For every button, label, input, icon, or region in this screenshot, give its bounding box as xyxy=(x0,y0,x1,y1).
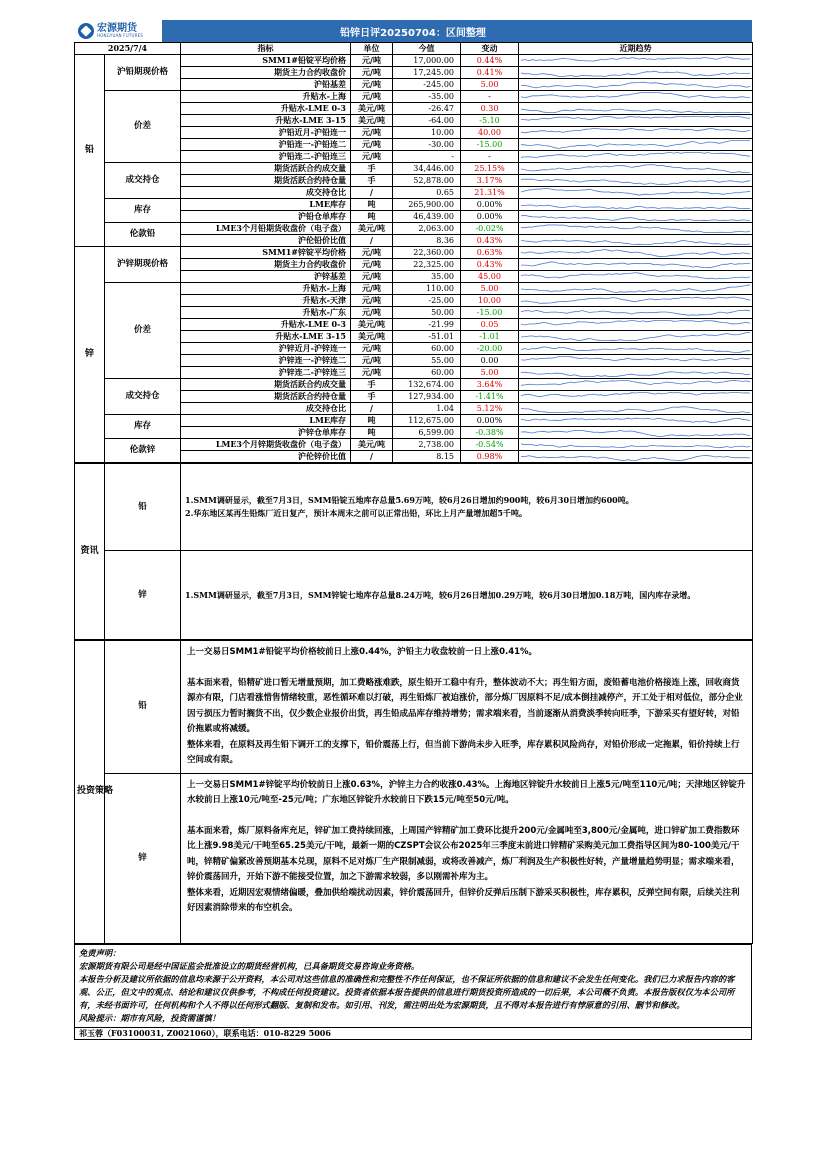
group-label: 伦款铅 xyxy=(105,223,181,247)
indicator-cell: LME库存 xyxy=(181,199,351,211)
trend-sparkline xyxy=(519,199,752,210)
table-row xyxy=(75,55,753,67)
indicator-cell: 升贴水-LME 0-3 xyxy=(181,103,351,115)
disclaimer-text: 宏源期货有限公司是经中国证监会批准设立的期货经营机构，已具备期货交易咨询业务资格。 本报告分析及建议所依据的信息均来源于公开资料，本公司对这些信息的准确性和完整性不作任何保证，也不保证所依据的信息和建议不会发生任何变化。我们已力求报告内容的客观、公正，但文中的观点、结论和建议仅供参考，不构成任何投资建议。投资者依据本报告提供的信息进行期货投资所造成的一切后果，本公司概不负责。本报告版权仅为本公司所有，未经书面许可，任何机构和个人不得以任何形式翻版、复制和发布。如引用、刊发，需注明出处为宏源期货，且不得对本报告进行有悖原意的引用、删节和修改。 风险提示：期市有风险，投资需谨慎！ xyxy=(79,960,735,1023)
value-cell: 60.00 xyxy=(393,367,461,379)
unit-cell: 元/吨 xyxy=(351,283,393,295)
title-bar xyxy=(74,20,752,42)
trend-sparkline xyxy=(519,139,752,150)
unit-cell: 元/吨 xyxy=(351,367,393,379)
change-cell: 0.43% xyxy=(461,259,519,271)
indicator-cell: 期货主力合约收盘价 xyxy=(181,67,351,79)
unit-cell: 元/吨 xyxy=(351,127,393,139)
value-cell: -64.00 xyxy=(393,115,461,127)
change-cell: 40.00 xyxy=(461,127,519,139)
value-cell: 127,934.00 xyxy=(393,391,461,403)
disclaimer xyxy=(75,944,752,1027)
metal-label: 锌 xyxy=(75,247,105,463)
trend-sparkline xyxy=(519,295,752,306)
trend-cell xyxy=(519,451,753,463)
table-row xyxy=(75,415,753,427)
indicator-cell: 期货活跃合约成交量 xyxy=(181,163,351,175)
trend-cell xyxy=(519,127,753,139)
table-row xyxy=(75,223,753,235)
data-table xyxy=(74,42,753,463)
value-cell: 8.36 xyxy=(393,235,461,247)
table-row xyxy=(75,439,753,451)
unit-cell: 元/吨 xyxy=(351,55,393,67)
trend-sparkline xyxy=(519,67,752,78)
strategy-zinc-para: 上一交易日SMM1#锌锭平均价较前日上涨0.63%，沪锌主力合约收涨0.43%。上海地区锌锭升水较前日上涨5元/吨至110元/吨；天津地区锌锭升水较前日上涨10元/吨至-25元/吨；广东地区锌锭升水较前日下跌15元/吨至50元/吨。 xyxy=(187,779,746,805)
value-header: 今值 xyxy=(393,43,461,55)
trend-cell xyxy=(519,187,753,199)
news-zinc-text xyxy=(181,551,753,640)
indicator-cell: 沪铅基差 xyxy=(181,79,351,91)
indicator-cell: 期货活跃合约持仓量 xyxy=(181,175,351,187)
company-logo xyxy=(74,20,162,42)
value-cell: 2,738.00 xyxy=(393,439,461,451)
value-cell: 6,599.00 xyxy=(393,427,461,439)
indicator-cell: 沪锌连一-沪锌连二 xyxy=(181,355,351,367)
trend-cell xyxy=(519,55,753,67)
change-cell: 0.63% xyxy=(461,247,519,259)
trend-cell xyxy=(519,67,753,79)
trend-sparkline xyxy=(519,55,752,66)
trend-cell xyxy=(519,427,753,439)
value-cell: -26.47 xyxy=(393,103,461,115)
change-cell: -1.01 xyxy=(461,331,519,343)
value-cell: - xyxy=(393,151,461,163)
logo-cn: 宏源期货 xyxy=(97,23,137,34)
change-cell: -0.02% xyxy=(461,223,519,235)
change-cell: 0.44% xyxy=(461,55,519,67)
trend-cell xyxy=(519,379,753,391)
trend-sparkline xyxy=(519,391,752,402)
trend-sparkline xyxy=(519,331,752,342)
indicator-cell: 升贴水-广东 xyxy=(181,307,351,319)
trend-sparkline xyxy=(519,403,752,414)
value-cell: -30.00 xyxy=(393,139,461,151)
contact-info: 祁玉蓉（F03100031, Z0021060），联系电话：010-8229 5006 xyxy=(75,1027,752,1039)
trend-cell xyxy=(519,79,753,91)
indicator-cell: 沪锌仓单库存 xyxy=(181,427,351,439)
trend-cell xyxy=(519,283,753,295)
change-cell: -20.00 xyxy=(461,343,519,355)
trend-cell xyxy=(519,103,753,115)
change-cell: - xyxy=(461,151,519,163)
unit-cell: 美元/吨 xyxy=(351,439,393,451)
unit-cell: 元/吨 xyxy=(351,247,393,259)
change-cell: 3.64% xyxy=(461,379,519,391)
indicator-cell: 成交持仓比 xyxy=(181,403,351,415)
trend-cell xyxy=(519,295,753,307)
value-cell: 22,325.00 xyxy=(393,259,461,271)
change-cell: 5.00 xyxy=(461,79,519,91)
unit-cell: 手 xyxy=(351,163,393,175)
trend-cell xyxy=(519,235,753,247)
trend-sparkline xyxy=(519,115,752,126)
value-cell: 110.00 xyxy=(393,283,461,295)
change-cell: 0.41% xyxy=(461,67,519,79)
value-cell: 112,675.00 xyxy=(393,415,461,427)
disclaimer-table xyxy=(74,944,752,1040)
trend-sparkline xyxy=(519,127,752,138)
indicator-cell: LME库存 xyxy=(181,415,351,427)
unit-cell: 美元/吨 xyxy=(351,331,393,343)
indicator-cell: LME3个月铅期货收盘价（电子盘） xyxy=(181,223,351,235)
unit-cell: 美元/吨 xyxy=(351,115,393,127)
trend-sparkline xyxy=(519,271,752,282)
change-cell: 3.17% xyxy=(461,175,519,187)
indicator-cell: 沪伦铅价比值 xyxy=(181,235,351,247)
change-cell: 0.00% xyxy=(461,211,519,223)
change-cell: 5.00 xyxy=(461,283,519,295)
unit-cell: / xyxy=(351,403,393,415)
unit-cell: 元/吨 xyxy=(351,139,393,151)
trend-cell xyxy=(519,211,753,223)
change-cell: 0.98% xyxy=(461,451,519,463)
indicator-cell: 沪锌连二-沪锌连三 xyxy=(181,367,351,379)
change-cell: -0.54% xyxy=(461,439,519,451)
value-cell: 17,245.00 xyxy=(393,67,461,79)
unit-cell: 吨 xyxy=(351,211,393,223)
unit-cell: 元/吨 xyxy=(351,343,393,355)
table-row xyxy=(75,247,753,259)
indicator-cell: SMM1#锌锭平均价格 xyxy=(181,247,351,259)
group-label: 成交持仓 xyxy=(105,163,181,199)
change-cell: -15.00 xyxy=(461,307,519,319)
change-cell: -1.41% xyxy=(461,391,519,403)
value-cell: 52,878.00 xyxy=(393,175,461,187)
trend-sparkline xyxy=(519,163,752,174)
value-cell: 8.15 xyxy=(393,451,461,463)
unit-cell: / xyxy=(351,187,393,199)
indicator-cell: 沪铅连一-沪铅连二 xyxy=(181,139,351,151)
change-cell: 0.43% xyxy=(461,235,519,247)
value-cell: 17,000.00 xyxy=(393,55,461,67)
change-cell: 45.00 xyxy=(461,271,519,283)
trend-sparkline xyxy=(519,235,752,246)
group-label: 库存 xyxy=(105,199,181,223)
trend-sparkline xyxy=(519,367,752,378)
value-cell: 265,900.00 xyxy=(393,199,461,211)
value-cell: 1.04 xyxy=(393,403,461,415)
unit-cell: 吨 xyxy=(351,427,393,439)
change-cell: 0.00% xyxy=(461,199,519,211)
indicator-header: 指标 xyxy=(181,43,351,55)
trend-sparkline xyxy=(519,343,752,354)
news-lead-text xyxy=(181,464,753,551)
table-row xyxy=(75,91,753,103)
value-cell: -51.01 xyxy=(393,331,461,343)
value-cell: 34,446.00 xyxy=(393,163,461,175)
indicator-cell: SMM1#铅锭平均价格 xyxy=(181,55,351,67)
news-lead-label: 铅 xyxy=(105,464,181,551)
indicator-cell: 成交持仓比 xyxy=(181,187,351,199)
unit-cell: 美元/吨 xyxy=(351,319,393,331)
report-page xyxy=(74,20,752,1040)
unit-cell: 手 xyxy=(351,379,393,391)
value-cell: 46,439.00 xyxy=(393,211,461,223)
trend-sparkline xyxy=(519,151,752,162)
indicator-cell: 沪铅近月-沪铅连一 xyxy=(181,127,351,139)
trend-cell xyxy=(519,151,753,163)
strategy-zinc-text xyxy=(181,773,753,943)
unit-cell: 手 xyxy=(351,175,393,187)
trend-cell xyxy=(519,415,753,427)
trend-cell xyxy=(519,175,753,187)
change-cell: 0.00% xyxy=(461,415,519,427)
value-cell: 22,360.00 xyxy=(393,247,461,259)
trend-cell xyxy=(519,319,753,331)
trend-sparkline xyxy=(519,187,752,198)
value-cell: 0.65 xyxy=(393,187,461,199)
table-row xyxy=(75,283,753,295)
trend-sparkline xyxy=(519,379,752,390)
unit-cell: 元/吨 xyxy=(351,295,393,307)
trend-cell xyxy=(519,199,753,211)
unit-cell: 吨 xyxy=(351,199,393,211)
news-label: 资讯 xyxy=(75,464,105,640)
group-label: 沪铅期现价格 xyxy=(105,55,181,91)
news-table xyxy=(74,463,753,640)
indicator-cell: 期货活跃合约持仓量 xyxy=(181,391,351,403)
strategy-lead-label: 铅 xyxy=(105,641,181,774)
strategy-lead-para: 上一交易日SMM1#铅锭平均价格较前日上涨0.44%，沪铅主力收盘较前一日上涨0.41%。 xyxy=(187,647,538,657)
trend-sparkline xyxy=(519,355,752,366)
trend-sparkline xyxy=(519,223,752,234)
trend-cell xyxy=(519,391,753,403)
value-cell: 132,674.00 xyxy=(393,379,461,391)
trend-cell xyxy=(519,307,753,319)
value-cell: 60.00 xyxy=(393,343,461,355)
trend-sparkline xyxy=(519,319,752,330)
group-label: 价差 xyxy=(105,91,181,163)
trend-cell xyxy=(519,355,753,367)
unit-cell: 元/吨 xyxy=(351,91,393,103)
group-label: 伦款锌 xyxy=(105,439,181,463)
indicator-cell: 沪锌基差 xyxy=(181,271,351,283)
change-cell: 10.00 xyxy=(461,295,519,307)
group-label: 价差 xyxy=(105,283,181,379)
change-header: 变动 xyxy=(461,43,519,55)
unit-cell: / xyxy=(351,451,393,463)
trend-sparkline xyxy=(519,211,752,222)
news-lead-line: 2.华东地区某再生铅炼厂近日复产，预计本周末之前可以正常出铅，环比上月产量增加超5千吨。 xyxy=(185,508,527,518)
trend-cell xyxy=(519,367,753,379)
change-cell: - xyxy=(461,91,519,103)
trend-cell xyxy=(519,223,753,235)
trend-cell xyxy=(519,115,753,127)
news-zinc-label: 锌 xyxy=(105,551,181,640)
table-row xyxy=(75,163,753,175)
trend-sparkline xyxy=(519,103,752,114)
unit-cell: 元/吨 xyxy=(351,67,393,79)
metal-label: 铅 xyxy=(75,55,105,247)
strategy-table xyxy=(74,640,753,944)
change-cell: 25.15% xyxy=(461,163,519,175)
report-title: 铅锌日评20250704：区间整理 xyxy=(340,27,486,39)
trend-sparkline xyxy=(519,91,752,102)
unit-header: 单位 xyxy=(351,43,393,55)
value-cell: -21.99 xyxy=(393,319,461,331)
trend-sparkline xyxy=(519,307,752,318)
indicator-cell: 升贴水-上海 xyxy=(181,91,351,103)
value-cell: 2,063.00 xyxy=(393,223,461,235)
table-row xyxy=(75,199,753,211)
trend-sparkline xyxy=(519,175,752,186)
date-header: 2025/7/4 xyxy=(75,43,181,55)
strategy-lead-text xyxy=(181,641,753,774)
unit-cell: 元/吨 xyxy=(351,259,393,271)
trend-sparkline xyxy=(519,415,752,426)
value-cell: -245.00 xyxy=(393,79,461,91)
value-cell: 55.00 xyxy=(393,355,461,367)
indicator-cell: 期货活跃合约成交量 xyxy=(181,379,351,391)
change-cell: 0.00 xyxy=(461,355,519,367)
strategy-lead-para: 基本面来看，铅精矿进口暂无增量预期，加工费略涨难跌，原生铅开工稳中有升，整体波动不大；再生铅方面，废铅蓄电池价格接连上涨，回收商货源亦有限，门店看涨惜售情绪较重，恶性循环难以打破，再生铅炼厂被迫涨价，部分炼厂因原料不足/成本倒挂减停产，开工处于相对低位，部分企业因亏损压力暂时搁货不出，仅少数企业报价出货，再生铅成品库存维持增势；需求端来看，当前逐渐从消费淡季转向旺季，下游采买有望好转，对铅价拖累或将减缓。 整体来看，在原料及再生铅下调开工的支撑下，铅价震荡上行，但当前下游尚未步入旺季，库存累积风险尚存，对铅价形成一定拖累，铅价持续上行空间或有限。 xyxy=(187,677,743,765)
trend-sparkline xyxy=(519,427,752,438)
unit-cell: 手 xyxy=(351,391,393,403)
trend-cell xyxy=(519,439,753,451)
indicator-cell: 升贴水-LME 3-15 xyxy=(181,331,351,343)
trend-cell xyxy=(519,139,753,151)
news-zinc-line: 1.SMM调研显示，截至7月3日，SMM锌锭七地库存总量8.24万吨，较6月26日增加0.29万吨，较6月30日增加0.18万吨，国内库存录增。 xyxy=(185,589,696,600)
group-label: 成交持仓 xyxy=(105,379,181,415)
change-cell: 0.05 xyxy=(461,319,519,331)
indicator-cell: 沪伦锌价比值 xyxy=(181,451,351,463)
trend-cell xyxy=(519,163,753,175)
indicator-cell: 升贴水-LME 3-15 xyxy=(181,115,351,127)
table-row xyxy=(75,379,753,391)
value-cell: -25.00 xyxy=(393,295,461,307)
unit-cell: 元/吨 xyxy=(351,151,393,163)
indicator-cell: 升贴水-天津 xyxy=(181,295,351,307)
indicator-cell: LME3个月锌期货收盘价（电子盘） xyxy=(181,439,351,451)
unit-cell: 元/吨 xyxy=(351,271,393,283)
change-cell: -0.38% xyxy=(461,427,519,439)
trend-sparkline xyxy=(519,259,752,270)
trend-cell xyxy=(519,403,753,415)
unit-cell: / xyxy=(351,235,393,247)
unit-cell: 元/吨 xyxy=(351,79,393,91)
strategy-zinc-label: 锌 xyxy=(105,773,181,943)
disclaimer-title: 免责声明： xyxy=(79,947,121,958)
unit-cell: 元/吨 xyxy=(351,307,393,319)
strategy-label: 投资策略 xyxy=(75,641,105,944)
change-cell: 21.31% xyxy=(461,187,519,199)
strategy-zinc-para: 基本面来看，炼厂原料备库充足，锌矿加工费持续回涨，上周国产锌精矿加工费环比提升200元/金属吨至3,800元/金属吨，进口锌矿加工费指数环比上涨9.98美元/干吨至65.25美元/干吨，最新一期的CZSPT会议公布2025年三季度末前进口锌精矿采购美元加工费指导区间为80-100美元/干吨，锌精矿偏紧改善预期基本兑现，原料不足对炼厂生产限制减弱，或将改善减产，炼厂利润及生产积极性好转，产量增量趋势明显；需求端来看，锌价震荡回升，开始下游不能接受位置，加之下游需求较弱，多以刚需补库为主。 整体来看，近期因宏观情绪偏暖，叠加供给端扰动因素，锌价震荡回升，但锌价反弹后压制下游采买积极性，库存累积，反弹空间有限，后续关注利好因素消除带来的布空机会。 xyxy=(187,825,740,913)
unit-cell: 美元/吨 xyxy=(351,223,393,235)
news-lead-line: 1.SMM调研显示，截至7月3日，SMM铅锭五地库存总量5.69万吨，较6月26日增加约900吨，较6月30日增加约600吨。 xyxy=(185,495,634,505)
change-cell: -15.00 xyxy=(461,139,519,151)
indicator-cell: 升贴水-LME 0-3 xyxy=(181,319,351,331)
trend-header: 近期趋势 xyxy=(519,43,753,55)
indicator-cell: 沪锌近月-沪锌连一 xyxy=(181,343,351,355)
trend-cell xyxy=(519,91,753,103)
trend-sparkline xyxy=(519,79,752,90)
logo-icon xyxy=(78,23,94,39)
change-cell: 0.30 xyxy=(461,103,519,115)
trend-sparkline xyxy=(519,451,752,462)
unit-cell: 吨 xyxy=(351,415,393,427)
unit-cell: 美元/吨 xyxy=(351,103,393,115)
value-cell: -35.00 xyxy=(393,91,461,103)
unit-cell: 元/吨 xyxy=(351,355,393,367)
trend-cell xyxy=(519,271,753,283)
indicator-cell: 期货主力合约收盘价 xyxy=(181,259,351,271)
change-cell: 5.12% xyxy=(461,403,519,415)
indicator-cell: 沪铅仓单库存 xyxy=(181,211,351,223)
trend-cell xyxy=(519,259,753,271)
value-cell: 35.00 xyxy=(393,271,461,283)
group-label: 沪锌期现价格 xyxy=(105,247,181,283)
value-cell: 10.00 xyxy=(393,127,461,139)
trend-cell xyxy=(519,343,753,355)
trend-sparkline xyxy=(519,439,752,450)
value-cell: 50.00 xyxy=(393,307,461,319)
trend-cell xyxy=(519,331,753,343)
trend-cell xyxy=(519,247,753,259)
group-label: 库存 xyxy=(105,415,181,439)
change-cell: -5.10 xyxy=(461,115,519,127)
trend-sparkline xyxy=(519,283,752,294)
logo-en: HONGYUAN FUTURES xyxy=(97,33,144,38)
indicator-cell: 升贴水-上海 xyxy=(181,283,351,295)
change-cell: 5.00 xyxy=(461,367,519,379)
indicator-cell: 沪铅连二-沪铅连三 xyxy=(181,151,351,163)
header-row xyxy=(75,43,753,55)
trend-sparkline xyxy=(519,247,752,258)
